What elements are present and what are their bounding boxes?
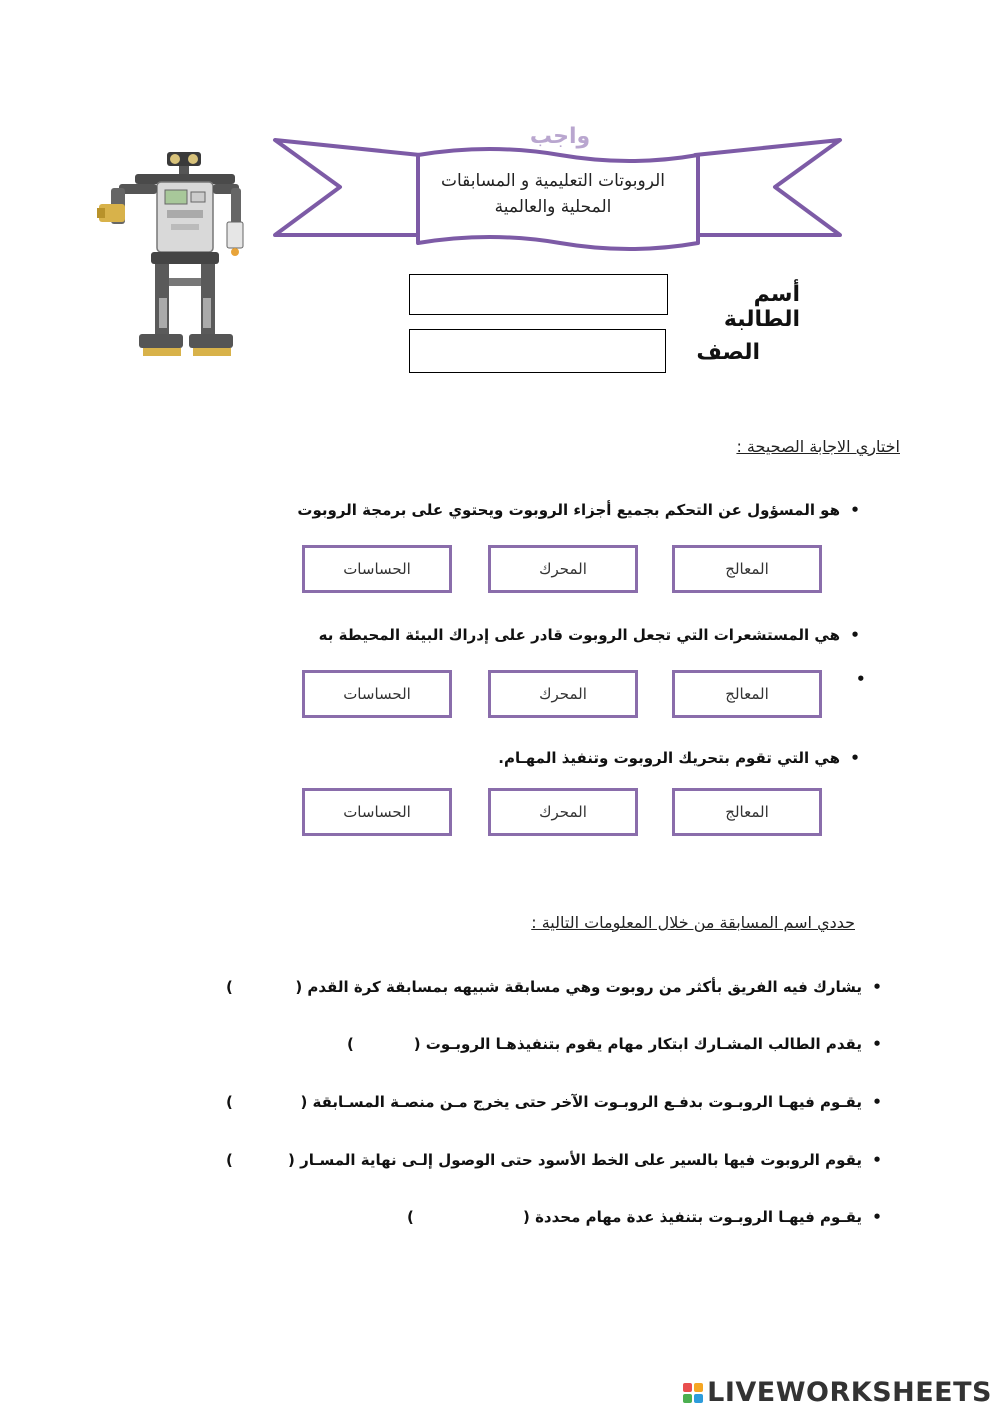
bullet: • [872, 1035, 882, 1053]
lesson-topic: الروبوتات التعليمية و المسابقات المحلية والعالمية [441, 171, 665, 217]
liveworksheets-logo-icon [683, 1383, 703, 1403]
class-label: الصف [696, 340, 760, 365]
competition-item-3-text: يقـوم فيهـا الروبـوت بدفـع الروبـوت الآخر حتى يخرج مـن منصـة المسـابقة ( [300, 1093, 862, 1111]
competition-answer-2[interactable] [360, 1029, 455, 1055]
q1-option-motor[interactable]: المحرك [488, 545, 638, 593]
close-paren: ) [226, 1093, 233, 1111]
question-3 [498, 749, 870, 767]
competition-item-4-text: يقوم الروبوت فيها بالسير على الخط الأسود حتى الوصول إلـى نهاية المسـار ( [288, 1151, 862, 1169]
robot-illustration [95, 148, 255, 366]
logo-square [694, 1383, 703, 1392]
student-name-label: أسم الطالبة [723, 282, 800, 332]
competition-item-1-text: يشارك فيه الفريق بأكثر من روبوت وهي مسابقة شبيهه بمسابقة كرة القدم ( [295, 978, 862, 996]
bullet: • [872, 1208, 882, 1226]
question-3-text: هي التي تقوم بتحريك الروبوت وتنفيذ المهـام. [498, 749, 840, 767]
bullet: • [850, 749, 860, 767]
q2-option-processor[interactable]: المعالج [672, 670, 822, 718]
competition-item-4 [288, 1151, 892, 1169]
close-paren: ) [407, 1208, 414, 1226]
homework-title: واجب [529, 124, 591, 149]
liveworksheets-brand[interactable] [683, 1377, 992, 1408]
bullet: • [872, 1151, 882, 1169]
competition-answer-1[interactable] [240, 972, 360, 998]
competition-item-2-text: يقدم الطالب المشـارك ابتكار مهام يقوم بتنفيذهـا الروبـوت ( [413, 1035, 862, 1053]
bullet: • [856, 670, 866, 688]
bullet: • [872, 978, 882, 996]
question-2-text: هي المستشعرات التي تجعل الروبوت قادر على إدراك البيئة المحيطة به [318, 626, 840, 644]
brand-text: LIVEWORKSHEETS [707, 1377, 992, 1408]
bullet: • [850, 626, 860, 644]
competition-item-5-text: يقـوم فيهـا الروبـوت بتنفيذ عدة مهام محددة ( [523, 1208, 862, 1226]
q3-option-motor[interactable]: المحرك [488, 788, 638, 836]
bullet: • [850, 501, 860, 519]
logo-square [694, 1394, 703, 1403]
section2-instruction: حددي اسم المسابقة من خلال المعلومات التالية : [531, 913, 855, 932]
class-field[interactable] [409, 329, 666, 373]
student-name-field[interactable] [409, 274, 668, 315]
competition-answer-5[interactable] [420, 1202, 545, 1228]
bullet: • [872, 1093, 882, 1111]
section1-instruction: اختاري الاجابة الصحيحة : [736, 437, 900, 456]
q1-option-processor[interactable]: المعالج [672, 545, 822, 593]
q1-option-sensors[interactable]: الحساسات [302, 545, 452, 593]
competition-item-5 [523, 1208, 892, 1226]
logo-square [683, 1394, 692, 1403]
close-paren: ) [226, 978, 233, 996]
competition-answer-4[interactable] [240, 1145, 335, 1171]
q2-option-sensors[interactable]: الحساسات [302, 670, 452, 718]
q2-option-motor[interactable]: المحرك [488, 670, 638, 718]
competition-item-2 [414, 1035, 892, 1053]
competition-item-1 [295, 978, 892, 996]
close-paren: ) [347, 1035, 354, 1053]
question-1-text: هو المسؤول عن التحكم بجميع أجزاء الروبوت ويحتوي على برمجة الروبوت [297, 501, 840, 519]
question-1 [297, 501, 870, 519]
close-paren: ) [226, 1151, 233, 1169]
competition-item-3 [300, 1093, 892, 1111]
question-2 [319, 626, 870, 644]
logo-square [683, 1383, 692, 1392]
q3-option-sensors[interactable]: الحساسات [302, 788, 452, 836]
competition-answer-3[interactable] [240, 1087, 330, 1113]
q3-option-processor[interactable]: المعالج [672, 788, 822, 836]
